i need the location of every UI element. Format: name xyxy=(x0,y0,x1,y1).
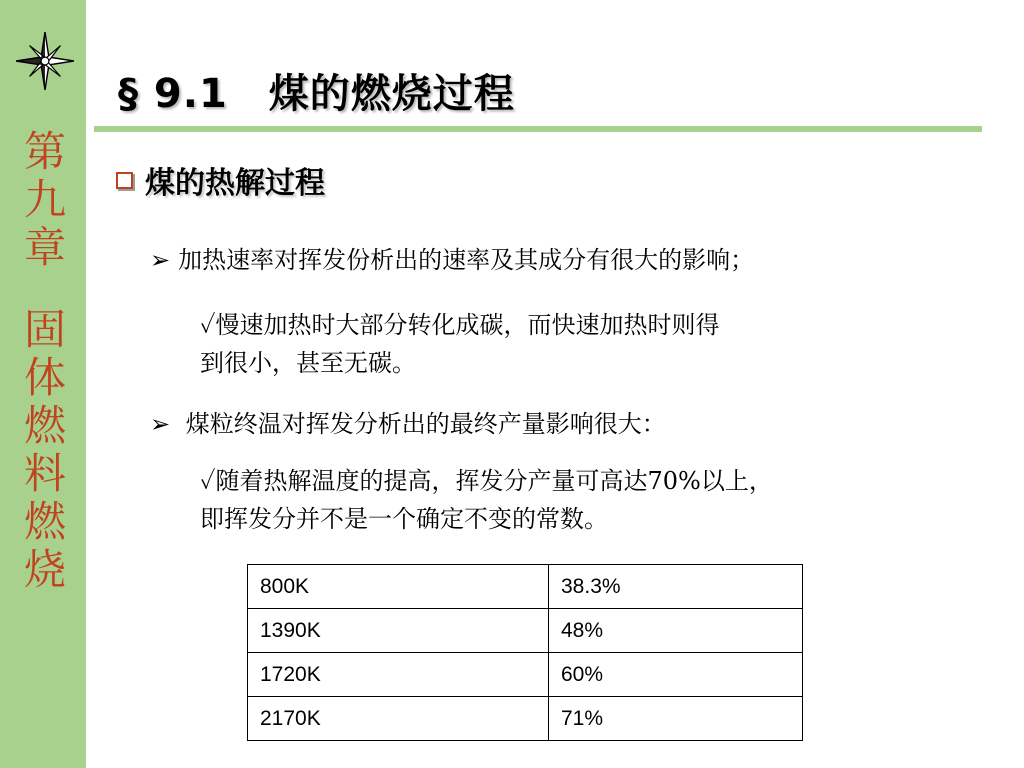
chapter-char: 体 xyxy=(23,353,66,402)
chapter-char: 固 xyxy=(23,305,66,354)
table-cell: 2170K xyxy=(248,697,549,741)
arrow-bullet-icon: ➢ xyxy=(150,410,171,438)
sub-point xyxy=(200,462,773,538)
table-cell: 60% xyxy=(549,653,803,697)
chapter-char: 章 xyxy=(23,223,66,272)
sub-point-line: ✓随着热解温度的提高，挥发分产量可高达70%以上， xyxy=(200,467,773,495)
point-text: 加热速率对挥发份析出的速率及其成分有很大的影响； xyxy=(178,246,755,274)
title-divider xyxy=(94,126,982,132)
page-title: § 9.1 煤的燃烧过程 xyxy=(118,71,515,117)
temperature-yield-table xyxy=(247,564,803,741)
chapter-char: 第 xyxy=(23,127,66,176)
point-item xyxy=(150,244,754,276)
table-cell: 1390K xyxy=(248,609,549,653)
square-bullet-icon xyxy=(116,172,133,189)
chapter-char: 烧 xyxy=(23,545,66,594)
point-item xyxy=(150,408,666,440)
chapter-char: 九 xyxy=(23,175,66,224)
chapter-char: 燃 xyxy=(23,401,66,450)
table-cell: 800K xyxy=(248,565,549,609)
sidebar xyxy=(0,0,86,768)
compass-star-icon xyxy=(16,32,74,90)
chapter-gap xyxy=(18,272,72,306)
sub-point xyxy=(200,306,719,382)
sub-point-line: 到很小，甚至无碳。 xyxy=(200,349,416,377)
sub-point-line: 即挥发分并不是一个确定不变的常数。 xyxy=(200,505,608,533)
chapter-char: 燃 xyxy=(23,497,66,546)
section-heading xyxy=(116,162,325,206)
chapter-char: 料 xyxy=(23,449,66,498)
table-row xyxy=(248,609,803,653)
section-heading-text: 煤的热解过程 xyxy=(145,166,325,201)
table-cell: 1720K xyxy=(248,653,549,697)
table-row xyxy=(248,653,803,697)
table-row xyxy=(248,697,803,741)
chapter-label xyxy=(18,128,72,594)
arrow-bullet-icon: ➢ xyxy=(150,246,171,274)
sub-point-line: ✓慢速加热时大部分转化成碳，而快速加热时则得 xyxy=(200,311,720,339)
table-cell: 38.3% xyxy=(549,565,803,609)
point-text: 煤粒终温对挥发分析出的最终产量影响很大： xyxy=(178,410,666,438)
table-row xyxy=(248,565,803,609)
table-cell: 71% xyxy=(549,697,803,741)
table-cell: 48% xyxy=(549,609,803,653)
